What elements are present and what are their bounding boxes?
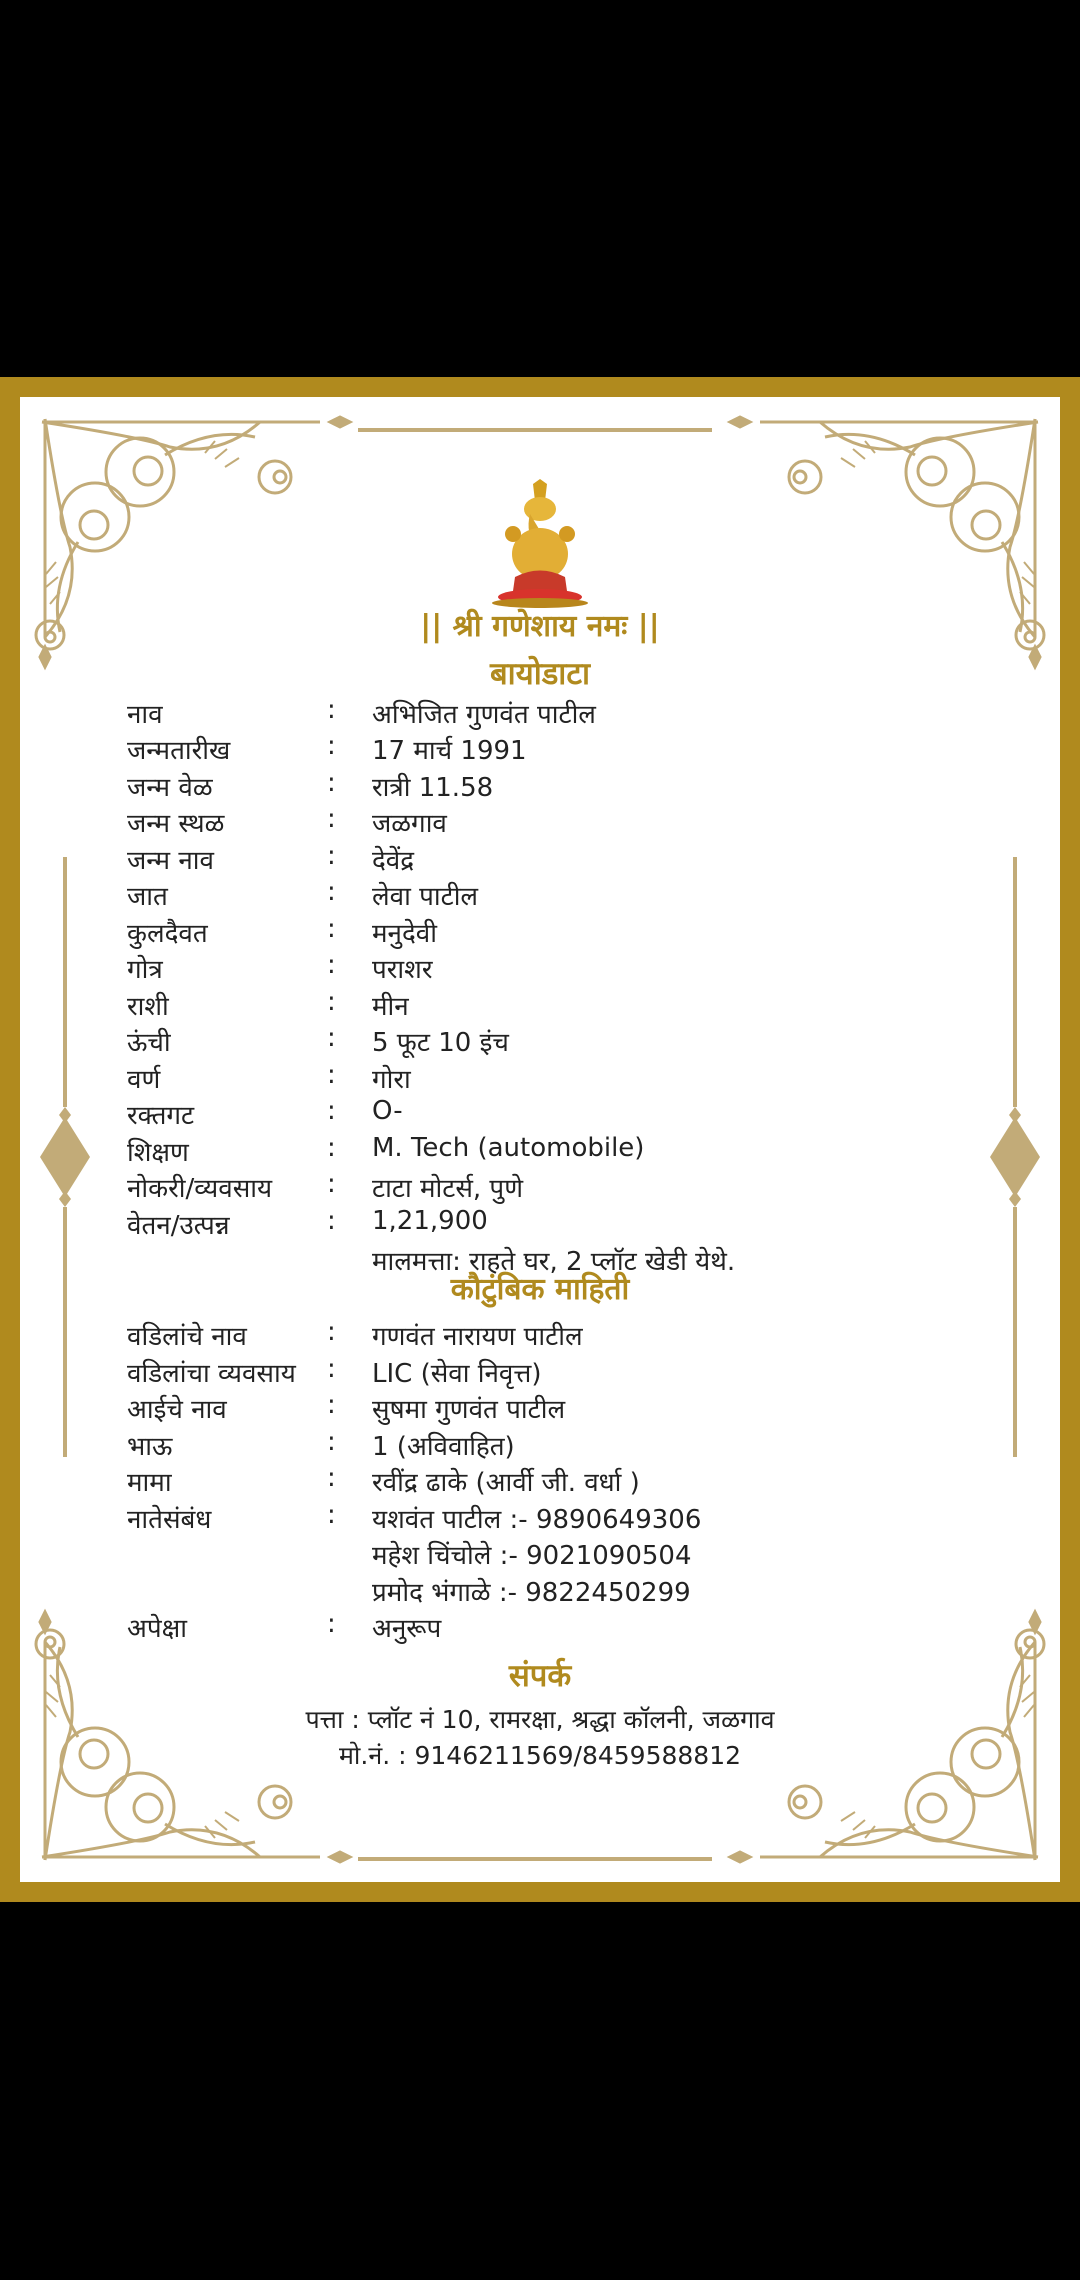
row-label: नातेसंबंध [127, 1505, 212, 1535]
row-colon: : [327, 1390, 336, 1420]
row-value: गोरा [372, 1065, 411, 1095]
row-colon: : [327, 1060, 336, 1090]
row-colon: : [327, 1463, 336, 1493]
contact-phone: मो.नं. : 9146211569/8459588812 [338, 1741, 742, 1770]
row-label: राशी [127, 992, 169, 1022]
row-colon: : [327, 1354, 336, 1384]
row-label: जन्म वेळ [127, 773, 213, 803]
row-colon: : [327, 1023, 336, 1053]
row-label: मामा [127, 1468, 172, 1498]
row-label: नोकरी/व्यवसाय [127, 1174, 273, 1204]
row-value: टाटा मोटर्स, पुणे [372, 1174, 523, 1204]
row-label: नाव [127, 700, 163, 730]
row-label: रक्तगट [127, 1101, 195, 1131]
row-colon: : [327, 1500, 336, 1530]
row-value: महेश चिंचोले :- 9021090504 [372, 1541, 692, 1571]
invocation-title: || श्री गणेशाय नमः || [420, 609, 660, 644]
row-colon: : [327, 914, 336, 944]
row-label: वडिलांचा व्यवसाय [127, 1359, 296, 1389]
row-colon: : [327, 950, 336, 980]
row-value: लेवा पाटील [372, 882, 479, 912]
row-colon: : [327, 1169, 336, 1199]
row-value: अनुरूप [372, 1614, 442, 1644]
biodata-card [0, 377, 1080, 1902]
row-value: O- [372, 1096, 403, 1126]
row-colon: : [327, 731, 336, 761]
row-value: मीन [372, 992, 409, 1022]
row-value: पराशर [372, 955, 433, 985]
row-value: 17 मार्च 1991 [372, 736, 527, 766]
row-value: प्रमोद भंगाळे :- 9822450299 [372, 1578, 691, 1608]
row-value: रवींद्र ढाके (आर्वी जी. वर्धा ) [372, 1468, 640, 1498]
ganesha-icon [485, 479, 595, 609]
row-colon: : [327, 1133, 336, 1163]
row-value: यशवंत पाटील :- 9890649306 [372, 1505, 702, 1535]
row-label: भाऊ [127, 1432, 173, 1462]
row-colon: : [327, 695, 336, 725]
row-value: M. Tech (automobile) [372, 1133, 645, 1163]
row-colon: : [327, 768, 336, 798]
row-label: जात [127, 882, 168, 912]
row-colon: : [327, 1427, 336, 1457]
row-colon: : [327, 877, 336, 907]
row-label: कुलदैवत [127, 919, 208, 949]
contact-address: पत्ता : प्लॉट नं 10, रामरक्षा, श्रद्धा कॉलनी, जळगाव [305, 1705, 775, 1734]
row-colon: : [327, 1317, 336, 1347]
row-value: 5 फूट 10 इंच [372, 1028, 509, 1058]
row-value: जळगाव [372, 809, 447, 839]
row-label: वर्ण [127, 1065, 161, 1095]
row-label: जन्म स्थळ [127, 809, 225, 839]
row-value: 1,21,900 [372, 1206, 488, 1236]
family-section-title: कौटुंबिक माहिती [450, 1272, 630, 1307]
row-value: गणवंत नारायण पाटील [372, 1322, 583, 1352]
row-value: मालमत्ता: राहते घर, 2 प्लॉट खेडी येथे. [372, 1247, 736, 1277]
biodata-paper [20, 397, 1060, 1882]
row-colon: : [327, 804, 336, 834]
row-label: गोत्र [127, 955, 163, 985]
row-label: वडिलांचे नाव [127, 1322, 247, 1352]
row-label: जन्मतारीख [127, 736, 231, 766]
row-value: 1 (अविवाहित) [372, 1432, 515, 1462]
row-value: देवेंद्र [372, 846, 415, 876]
contact-section-title: संपर्क [508, 1658, 572, 1694]
row-label: जन्म नाव [127, 846, 214, 876]
row-colon: : [327, 1609, 336, 1639]
row-colon: : [327, 841, 336, 871]
row-label: वेतन/उत्पन्न [127, 1211, 230, 1241]
row-value: अभिजित गुणवंत पाटील [372, 700, 596, 730]
row-colon: : [327, 987, 336, 1017]
row-value: LIC (सेवा निवृत्त) [372, 1359, 542, 1389]
row-label: शिक्षण [127, 1138, 189, 1168]
row-label: ऊंची [127, 1028, 171, 1058]
row-value: मनुदेवी [372, 919, 437, 949]
row-value: रात्री 11.58 [372, 773, 494, 803]
row-colon: : [327, 1096, 336, 1126]
row-colon: : [327, 1206, 336, 1236]
row-value: सुषमा गुणवंत पाटील [372, 1395, 566, 1425]
row-label: आईचे नाव [127, 1395, 227, 1425]
row-label: अपेक्षा [127, 1614, 188, 1644]
biodata-title: बायोडाटा [489, 656, 590, 692]
